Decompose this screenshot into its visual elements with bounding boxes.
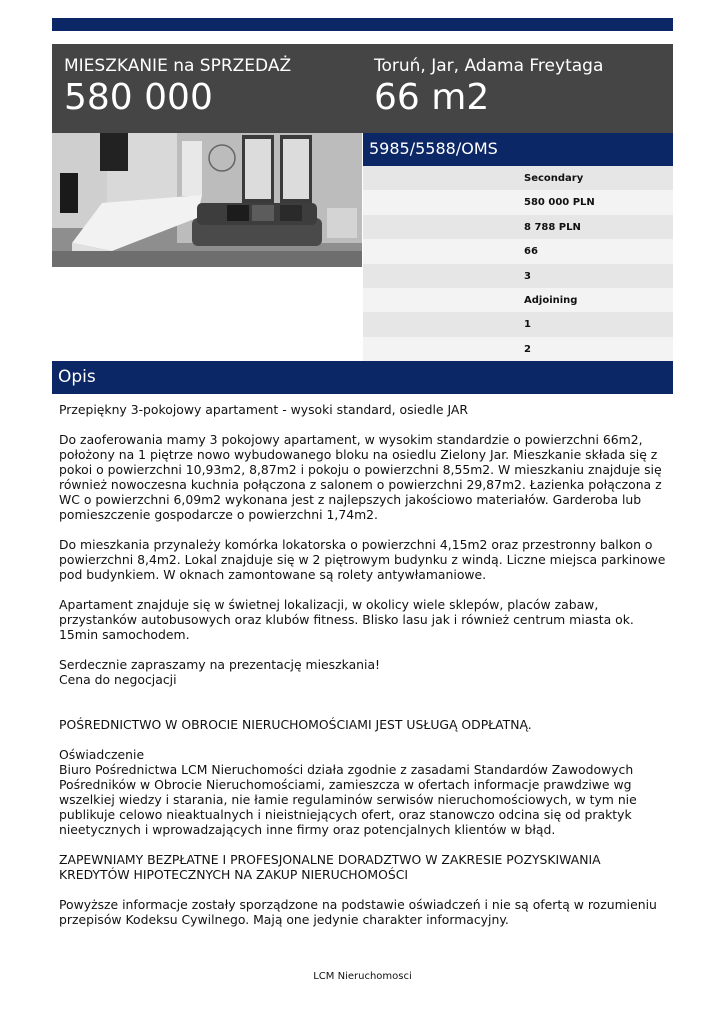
details-table (363, 166, 673, 361)
detail-row-price-per-m2: 8 788 PLN (363, 215, 673, 239)
apartment-photo (52, 133, 362, 267)
detail-row-area: 66 (363, 239, 673, 263)
detail-row-price: 580 000 PLN (363, 190, 673, 214)
footer-company: LCM Nieruchomosci (313, 971, 412, 982)
description-heading: Opis (58, 367, 96, 387)
listing-type: MIESZKANIE na SPRZEDAŻ (64, 56, 292, 76)
detail-row-floor: 1 (363, 312, 673, 336)
header-right (374, 56, 603, 120)
listing-location: Toruń, Jar, Adama Freytaga (374, 56, 604, 76)
listing-header (52, 44, 673, 133)
reference-number-bar (363, 133, 673, 166)
detail-row-market: Secondary (363, 166, 673, 190)
description-heading-bar (52, 361, 673, 394)
reference-number: 5985/5588/OMS (369, 139, 498, 158)
top-accent-bar (52, 18, 673, 31)
description-body (59, 402, 673, 927)
detail-row-kitchen: Adjoining (363, 288, 673, 312)
detail-row-rooms: 3 (363, 264, 673, 288)
listing-price: 580 000 (64, 77, 213, 118)
detail-row-floors-total: 2 (363, 337, 673, 361)
listing-area: 66 m2 (374, 77, 490, 118)
description-text: Przepiękny 3-pokojowy apartament - wysoki standard, osiedle JAR Do zaoferowania mamy 3 pokojowy apartament, w wysokim standardzie o powierzchni 66m2, położony na 1 piętrze nowo wybudowanego bloku na osiedlu Zielony Jar. Mieszkanie składa się z pokoi o powierzchni 10,93m2, 8,87m2 i pokoju o powierzchni 8,55m2. W mieszkaniu znajduje się również nowoczesna kuchnia połączona z salonem o powierzchni 29,87m2. Łazienka połączona z WC o powierzchni 6,09m2 wykonana jest z najlepszych jakościowo materiałów. Garderoba lub pomieszczenie gospodarcze o powierzchni 1,74m2. Do mieszkania przynależy komórka lokatorska o powierzchni 4,15m2 oraz przestronny balkon o powierzchni 8,4m2. Lokal znajduje się w 2 piętrowym budynku z windą. Liczne miejsca parkinowe pod budynkiem. W oknach zamontowane są rolety antywłamaniowe. Apartament znajduje się w świetnej lokalizacji, w okolicy wiele sklepów, placów zabaw, przystanków autobusowych oraz klubów fitness. Blisko lasu jak i również centrum miasta ok. 15min samochodem. Serdecznie zapraszamy na prezentację mieszkania! Cena do negocjacji POŚREDNICTWO W OBROCIE NIERUCHOMOŚCIAMI JEST USŁUGĄ ODPŁATNĄ. Oświadczenie Biuro Pośrednictwa LCM Nieruchomości działa zgodnie z zasadami Standardów Zawodowych Pośredników w Obrocie Nieruchomościami, zamieszcza w ofertach informacje prawdziwe wg wszelkiej wiedzy i starania, nie łamie regulaminów serwisów nieruchomościowych, w tym nie publikuje celowo nieaktualnych i nieistniejących ofert, oraz stanowczo odcina się od praktyk nieetycznych i wprowadzających inne firmy oraz potencjalnych klientów w błąd. ZAPEWNIAMY BEZPŁATNE I PROFESJONALNE DORADZTWO W ZAKRESIE POZYSKIWANIA KREDYTÓW HIPOTECZNYCH NA ZAKUP NIERUCHOMOŚCI Powyższe informacje zostały sporządzone na podstawie oświadczeń i nie są ofertą w rozumieniu przepisów Kodeksu Cywilnego. Mają one jedynie charakter informacyjny. (59, 402, 666, 927)
header-left (64, 56, 291, 120)
